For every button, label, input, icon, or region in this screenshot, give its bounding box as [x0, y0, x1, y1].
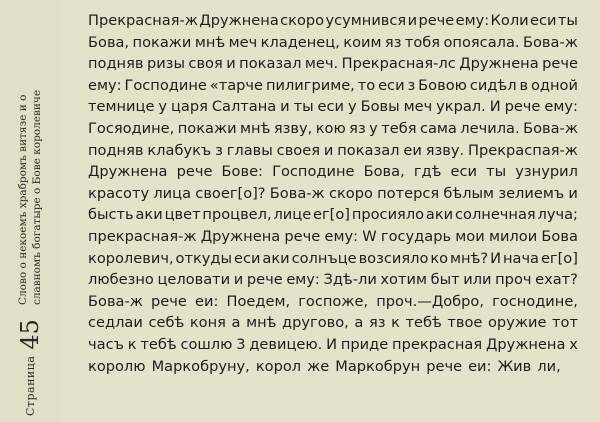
- word: W: [362, 227, 377, 245]
- word: Маркобрун: [335, 357, 421, 375]
- word: ехат?: [535, 271, 578, 289]
- word: прекрасная-ж: [88, 227, 197, 245]
- word: ег[о]: [313, 206, 350, 224]
- word: мои: [455, 227, 485, 245]
- word: девицею.: [249, 335, 323, 353]
- word: тебя: [381, 119, 417, 137]
- word: покажи: [132, 33, 192, 51]
- word: цвет: [164, 206, 201, 224]
- word: Дружнена: [459, 55, 539, 73]
- text-line: [88, 356, 578, 378]
- word: нача: [502, 249, 540, 267]
- word: целовати: [157, 271, 231, 289]
- side-margin: [0, 0, 60, 422]
- word: сошлю: [180, 335, 233, 353]
- word: тот: [552, 314, 578, 332]
- word: тебѣ: [140, 335, 177, 353]
- word: солнечная: [455, 206, 536, 224]
- word: рече: [418, 12, 455, 29]
- word: бысть: [88, 206, 134, 224]
- word: сидѣл: [469, 76, 517, 94]
- word: ты: [293, 98, 314, 116]
- word: Коли: [490, 12, 529, 29]
- word: украл.: [436, 98, 486, 116]
- word: еси: [317, 98, 345, 116]
- word: еи: [403, 141, 422, 159]
- word: и: [407, 12, 418, 29]
- word: Дружнена: [88, 163, 168, 181]
- word: луча;: [537, 206, 578, 224]
- word: узнурил: [515, 163, 578, 181]
- word: у: [347, 98, 357, 116]
- word: показал: [337, 141, 400, 159]
- word: сама: [419, 119, 457, 137]
- text-line: [88, 183, 578, 205]
- word: клабукъ: [147, 141, 212, 159]
- word: скоро: [328, 184, 373, 202]
- word: ты: [557, 12, 578, 29]
- word: Бовы: [360, 98, 400, 116]
- word: оружие: [488, 314, 547, 332]
- text-line: [88, 334, 578, 356]
- word: скоро: [280, 12, 325, 29]
- text-line: [88, 32, 578, 54]
- text-line: [88, 140, 578, 162]
- word: или: [463, 271, 492, 289]
- word: твое: [447, 314, 483, 332]
- word: опоясала.: [443, 33, 520, 51]
- word: Жив: [497, 357, 532, 375]
- word: Бова,: [88, 33, 130, 51]
- word: темнице: [88, 98, 155, 116]
- word: рече: [542, 55, 578, 73]
- word: ег[о]: [540, 249, 578, 267]
- word: же: [307, 357, 330, 375]
- word: возсияло: [358, 249, 429, 267]
- word: лечила.: [460, 119, 520, 137]
- word: еси: [530, 12, 557, 29]
- text-line: [88, 291, 578, 313]
- word: милои: [488, 227, 538, 245]
- text-line: [88, 75, 578, 97]
- word: рече: [284, 227, 321, 245]
- word: рече: [426, 357, 463, 375]
- text-line: [88, 269, 578, 291]
- word: своя: [188, 55, 223, 73]
- word: лице: [273, 206, 312, 224]
- word: Маркобруну,: [151, 357, 250, 375]
- word: Господине: [124, 76, 207, 94]
- text-line: [88, 161, 578, 183]
- word: показал: [239, 55, 302, 73]
- word: Госяодине,: [88, 119, 175, 137]
- word: Господине: [272, 163, 355, 181]
- word: Бова-ж: [523, 119, 578, 137]
- text-line: [88, 248, 578, 270]
- word: своег[о]?: [195, 184, 266, 202]
- word: в: [519, 76, 529, 94]
- word: х: [569, 335, 578, 353]
- word: меч: [403, 98, 433, 116]
- word: и: [233, 271, 244, 289]
- word: седлаи: [88, 314, 143, 332]
- word: аки: [135, 206, 163, 224]
- word: любезно: [88, 271, 154, 289]
- word: ризы: [146, 55, 185, 73]
- running-title: [16, 90, 44, 305]
- word: еси: [378, 76, 405, 94]
- word: потерся: [377, 184, 440, 202]
- word: то: [357, 76, 376, 94]
- word: Бова,: [363, 163, 405, 181]
- word: и: [568, 184, 578, 202]
- word: еи:: [468, 357, 492, 375]
- word: процвел,: [202, 206, 272, 224]
- word: з: [407, 76, 416, 94]
- word: прекрасная: [392, 335, 483, 353]
- word: солнъце: [291, 249, 357, 267]
- word: ему:: [455, 12, 490, 29]
- word: ко: [430, 249, 449, 267]
- word: Здѣ-ли: [323, 271, 377, 289]
- word: Поедем,: [226, 292, 291, 310]
- text-line: [88, 226, 578, 248]
- word: коим: [343, 33, 382, 51]
- word: Бова-ж: [88, 292, 143, 310]
- word: Дружнена: [485, 335, 566, 353]
- text-line: [88, 96, 578, 118]
- word: Салтана: [211, 98, 277, 116]
- word: яз: [384, 33, 402, 51]
- word: аки: [262, 249, 290, 267]
- word: к: [391, 314, 400, 332]
- word: ему:: [286, 271, 320, 289]
- word: Прекраспая-ж: [468, 141, 578, 159]
- text-line: [88, 312, 578, 334]
- word: ему:: [324, 227, 359, 245]
- word: мнѣ: [240, 119, 271, 137]
- word: меч: [228, 33, 258, 51]
- word: красоту: [88, 184, 150, 202]
- word: язву,: [273, 119, 313, 137]
- word: часъ: [88, 335, 124, 353]
- word: лица: [153, 184, 192, 202]
- word: з: [215, 141, 223, 159]
- word: еи:: [195, 292, 219, 310]
- word: мнѣ: [246, 314, 277, 332]
- word: главы: [226, 141, 273, 159]
- word: подняв: [88, 55, 144, 73]
- page-number: 45: [16, 319, 44, 350]
- word: коня: [189, 314, 226, 332]
- word: усумнився: [325, 12, 407, 29]
- word: Бова-ж: [522, 33, 578, 51]
- running-title-line: славномъ богатыре о Бове королевиче: [31, 89, 43, 306]
- word: мнѣ?: [450, 249, 489, 267]
- word: пилигриме,: [265, 76, 355, 94]
- word: Дружнена: [199, 12, 279, 29]
- word: еси: [233, 249, 261, 267]
- word: быт: [430, 271, 460, 289]
- word: к: [127, 335, 137, 353]
- word: хотим: [380, 271, 427, 289]
- word: откуды: [175, 249, 233, 267]
- page-label: Страница: [23, 355, 37, 416]
- word: еси: [450, 163, 478, 181]
- word: королю: [88, 357, 146, 375]
- word: ли,: [537, 357, 561, 375]
- word: у: [369, 119, 378, 137]
- word: Прекрасная-ж: [88, 12, 198, 29]
- word: «тарче: [209, 76, 264, 94]
- word: государь: [380, 227, 452, 245]
- word: одной: [530, 76, 578, 94]
- word: приде: [340, 335, 389, 353]
- word: своея: [276, 141, 320, 159]
- word: И: [326, 335, 338, 353]
- word: подняв: [88, 141, 144, 159]
- word: а: [231, 314, 241, 332]
- word: рече: [504, 98, 541, 116]
- word: кладенец,: [260, 33, 340, 51]
- word: Бова: [541, 227, 578, 245]
- word: у: [158, 98, 168, 116]
- running-title-line: Слово о некоемъ храбромъ витязе и о: [17, 94, 29, 306]
- word: и: [280, 98, 290, 116]
- word: и: [226, 55, 236, 73]
- word: королевич,: [88, 249, 174, 267]
- word: аки: [425, 206, 454, 224]
- word: другово,: [282, 314, 349, 332]
- text-line: [88, 53, 578, 75]
- word: бѣлым: [443, 184, 495, 202]
- word: госнодине,: [492, 292, 578, 310]
- word: Прекрасная-лс: [341, 55, 456, 73]
- text-line: [88, 10, 578, 32]
- word: рече: [151, 292, 187, 310]
- body-text: [88, 10, 578, 377]
- word: царя: [170, 98, 208, 116]
- word: и: [323, 141, 334, 159]
- word: а: [354, 314, 364, 332]
- word: яз: [349, 119, 366, 137]
- word: корол: [255, 357, 302, 375]
- text-line: [88, 118, 578, 140]
- word: себѣ: [148, 314, 185, 332]
- word: рече: [176, 163, 213, 181]
- word: Бовою: [418, 76, 467, 94]
- side-header: [4, 6, 56, 416]
- word: рече: [246, 271, 283, 289]
- word: Бова-ж: [269, 184, 325, 202]
- word: И: [490, 249, 502, 267]
- word: ему:: [88, 76, 122, 94]
- word: кою: [315, 119, 346, 137]
- word: мнѣ: [194, 33, 226, 51]
- word: яз: [368, 314, 386, 332]
- word: Дружнена: [200, 227, 281, 245]
- word: проч.—Добро,: [376, 292, 484, 310]
- word: меч.: [304, 55, 339, 73]
- word: ты: [486, 163, 507, 181]
- word: покажи: [177, 119, 237, 137]
- word: зелиемъ: [498, 184, 565, 202]
- word: И: [489, 98, 501, 116]
- word: гдѣ: [413, 163, 442, 181]
- word: тебѣ: [405, 314, 442, 332]
- word: госпоже,: [298, 292, 369, 310]
- word: проч: [495, 271, 532, 289]
- word: просияло: [351, 206, 425, 224]
- text-line: [88, 204, 578, 226]
- word: 3: [236, 335, 246, 353]
- word: тобя: [404, 33, 441, 51]
- word: ему:: [544, 98, 578, 116]
- word: язву.: [425, 141, 465, 159]
- word: Бове:: [221, 163, 263, 181]
